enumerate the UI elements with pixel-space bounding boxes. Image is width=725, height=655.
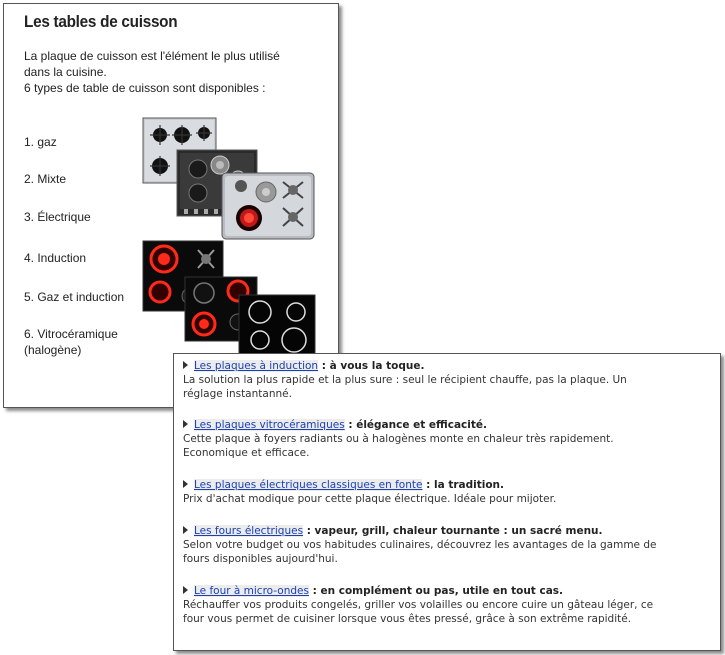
entry-tagline: : élégance et efficacité. <box>344 419 488 431</box>
type-item-mixte: 2. Mixte <box>24 172 67 186</box>
entry-header <box>183 584 712 598</box>
entry-header <box>183 359 712 373</box>
intro-line: La plaque de cuisson est l'élément le plus utilisé <box>24 49 280 63</box>
entry-header <box>183 478 712 492</box>
list-item <box>183 478 712 506</box>
entry-description <box>183 373 712 401</box>
bullet-arrow-icon <box>183 526 188 534</box>
description-line: fours disponibles aujourd'hui. <box>183 553 338 565</box>
bullet-arrow-icon <box>183 361 188 369</box>
link-four-micro-ondes[interactable]: Le four à micro-ondes <box>194 585 309 597</box>
type-item-electrique: 3. Électrique <box>24 210 91 224</box>
intro-text <box>24 48 324 96</box>
entry-description <box>183 492 712 506</box>
vitroceramic-hob-image <box>238 294 318 362</box>
list-item <box>183 418 712 460</box>
description-line: Cette plaque à foyers radiants ou à halogènes monte en chaleur très rapidement. <box>183 433 614 445</box>
type-item-induction: 4. Induction <box>24 251 87 265</box>
list-item <box>183 359 712 401</box>
bullet-arrow-icon <box>183 420 188 428</box>
list-item <box>183 524 712 566</box>
intro-line: dans la cuisine. <box>24 65 107 79</box>
link-plaques-induction[interactable]: Les plaques à induction <box>194 360 319 372</box>
bullet-arrow-icon <box>183 586 188 594</box>
entry-tagline: : à vous la toque. <box>318 360 425 372</box>
entry-tagline: : vapeur, grill, chaleur tournante : un sacré menu. <box>303 525 603 537</box>
description-line: Prix d'achat modique pour cette plaque électrique. Idéale pour mijoter. <box>183 493 557 505</box>
type-item-gaz-induction: 5. Gaz et induction <box>24 290 125 304</box>
description-line: La solution la plus rapide et la plus sure : seul le récipient chauffe, pas la plaque. Un <box>183 374 627 386</box>
entry-header <box>183 418 712 432</box>
description-line: four vous permet de cuisiner lorsque vous êtes pressé, grâce à son extrême rapidité. <box>183 613 632 625</box>
electric-hob-image <box>221 172 317 242</box>
type-item-label: 6. Vitrocéramique <box>24 327 118 341</box>
entry-tagline: : en complément ou pas, utile en tout cas. <box>308 585 564 597</box>
link-plaques-electriques-fonte[interactable]: Les plaques électriques classiques en fonte <box>194 479 423 491</box>
intro-line: 6 types de table de cuisson sont disponibles : <box>24 81 266 95</box>
list-item <box>183 584 712 626</box>
description-line: Réchauffer vos produits congelés, griller vos volailles ou encore cuire un gâteau léger, ce <box>183 599 654 611</box>
description-line: Economique et efficace. <box>183 447 310 459</box>
description-line: Selon votre budget ou vos habitudes culinaires, découvrez les avantages de la gamme de <box>183 539 657 551</box>
entry-description <box>183 598 712 626</box>
description-line: réglage instantanné. <box>183 388 292 400</box>
cooktop-types-panel <box>3 3 339 408</box>
link-plaques-vitroceramiques[interactable]: Les plaques vitrocéramiques <box>194 419 345 431</box>
entry-description <box>183 538 712 566</box>
products-panel <box>173 353 721 651</box>
link-fours-electriques[interactable]: Les fours électriques <box>194 525 304 537</box>
bullet-arrow-icon <box>183 480 188 488</box>
type-item-gaz: 1. gaz <box>24 135 57 149</box>
entry-header <box>183 524 712 538</box>
type-item-vitroceramique <box>24 326 118 358</box>
entry-description <box>183 432 712 460</box>
type-item-sublabel: (halogène) <box>24 343 82 357</box>
panel-title: Les tables de cuisson <box>24 12 178 31</box>
entry-tagline: : la tradition. <box>422 479 505 491</box>
